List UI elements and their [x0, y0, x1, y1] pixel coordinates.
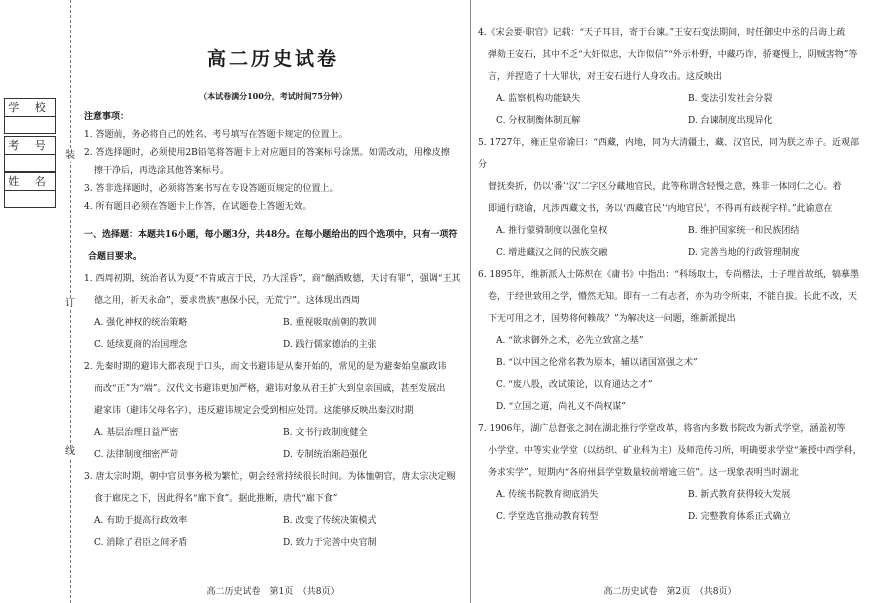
- exam-number-field: [4, 136, 56, 172]
- school-blank[interactable]: [5, 117, 55, 133]
- school-field: [4, 98, 56, 134]
- question-text: 而改“正”为“端”。汉代文书避讳更加严格，避讳对象从君王扩大到皇亲国戚，甚至发展出: [94, 384, 446, 394]
- question-text: 4.《宋会要·职官》记载：“天子耳目，寄于台谏。”王安石变法期间，时任御史中丞的吕诲上疏: [478, 28, 846, 38]
- question-text: 务求实学”，短期内“各府州县学堂数量较前增逾三倍”。这一现象表明当时湖北: [488, 468, 799, 478]
- options: [478, 484, 862, 528]
- option-c: C. 延续夏商的治国理念: [94, 340, 188, 350]
- options: [478, 220, 862, 264]
- option-b: B. 变法引发社会分裂: [688, 94, 773, 104]
- option-a: A. 有助于提高行政效率: [94, 516, 188, 526]
- option-b: B. 重视吸取前朝的教训: [283, 318, 377, 328]
- question-text: 小学堂、中等实业学堂（以纺织、矿业科为主）及师范传习所，明确要求学堂“兼授中西学科，: [488, 446, 862, 456]
- option-d: D. 台谏制度出现异化: [688, 116, 773, 126]
- option-a: A. “欲求御外之术，必先立致富之基”: [496, 336, 644, 346]
- page-1: [84, 0, 462, 603]
- options: [84, 422, 462, 466]
- question-1: [84, 268, 462, 356]
- question-6: [478, 264, 862, 418]
- option-c: C. 消除了君臣之间矛盾: [94, 538, 188, 548]
- question-3: [84, 466, 462, 554]
- name-field: [4, 172, 56, 208]
- options: [84, 312, 462, 356]
- option-b: B. 文书行政制度健全: [283, 428, 368, 438]
- question-text: 督抚奏折，仍以‘番’‘汉’二字区分藏地官民，此等称谓含轻慢之意，殊非一体同仁之心。着: [488, 182, 842, 192]
- option-d: D. 致力于完善中央官制: [283, 538, 377, 548]
- option-c: C. 法律制度细密严苛: [94, 450, 179, 460]
- page-2: [478, 0, 862, 603]
- question-text: 1. 西周初期，统治者认为夏“不肯戚言于民，乃大淫昏”，商“酗酒败德，天讨有罪”，强调“王其: [84, 274, 461, 284]
- option-a: A. 强化神权的统治策略: [94, 318, 188, 328]
- options: [478, 88, 862, 132]
- option-c: C. “废八股，改试策论，以育通达之才”: [496, 380, 653, 390]
- exam-number-blank[interactable]: [5, 155, 55, 171]
- exam-subtitle: （本试卷满分100分，考试时间75分钟）: [199, 91, 347, 101]
- binding-strip: [0, 0, 80, 603]
- question-text: 3. 唐太宗时期，朝中官员事务极为繁忙，朝会经常持续很长时间。为体恤朝官，唐太宗决定赐: [84, 472, 456, 482]
- question-text: 即通行晓谕，凡涉西藏文书，务以‘西藏官民’‘内地官民’，不得再有歧视字样。”此谕意在: [488, 204, 833, 214]
- binding-char-xian: 线: [65, 446, 75, 457]
- option-b: B. 维护国家统一和民族团结: [688, 226, 800, 236]
- binding-char-ding: 订: [65, 298, 75, 309]
- question-text: 2. 先秦时期的避讳大都表现于口头，而文书避讳是从秦开始的，常见的是为避秦始皇嬴政讳: [84, 362, 447, 372]
- question-5: [478, 132, 862, 264]
- option-a: A. 传统书院教育彻底消失: [496, 490, 599, 500]
- question-text: 德之用，祈天永命”，要求贵族“惠保小民，无荒宁”。这体现出西周: [94, 296, 360, 306]
- name-blank[interactable]: [5, 191, 55, 207]
- question-text: 言，并捏造了十大罪状，对王安石进行人身攻击。这反映出: [488, 72, 723, 82]
- page-divider: [470, 0, 471, 603]
- option-a: A. 基层治理日益严密: [94, 428, 179, 438]
- option-b: B. 新式教育获得较大发展: [688, 490, 791, 500]
- question-text: 6. 1895年，维新派人士陈炽在《庸书》中指出：“科场取士，专尚楷法，士子埋首故纸，犒摹墨: [478, 270, 859, 280]
- option-b: B. 改变了传统决策模式: [283, 516, 377, 526]
- option-b: B. “以中国之伦常名教为原本，辅以诸国富强之术”: [496, 358, 698, 368]
- option-c: C. 分权制衡体制瓦解: [496, 116, 581, 126]
- option-c: C. 增进藏汉之间的民族交融: [496, 248, 608, 258]
- name-label: 姓 名: [5, 173, 55, 191]
- question-text: 避家讳（避讳父母名字），违反避讳规定会受到相应处罚。这能够反映出秦汉时期: [94, 406, 414, 416]
- question-text: 5. 1727年，雍正皇帝谕曰：“西藏，内地，同为大清疆土，藏、汉官民，同为朕之赤子。近观部分: [478, 138, 859, 170]
- note-line: 4. 所有题目必须在答题卡上作答，在试题卷上答题无效。: [84, 202, 312, 212]
- exam-number-label: 考 号: [5, 137, 55, 155]
- question-4: [478, 22, 862, 132]
- page-footer-right: 高二历史试卷 第2页 （共8页）: [603, 587, 737, 597]
- option-a: A. 推行蒙骑制度以强化皇权: [496, 226, 608, 236]
- options: [84, 510, 462, 554]
- section-heading-cont: 合题目要求。: [88, 252, 143, 262]
- question-text: 食于廊庑之下，因此得名“廊下食”。据此推断，唐代“廊下食”: [94, 494, 338, 504]
- option-a: A. 监察机构功能缺失: [496, 94, 581, 104]
- note-line: 2. 答选择题时，必须使用2B铅笔将答题卡上对应题目的答案标号涂黑。如需改动，用橡皮擦: [84, 148, 450, 158]
- option-d: D. 践行儒家德治的主张: [283, 340, 377, 350]
- notes-heading: 注意事项：: [84, 112, 130, 122]
- option-d: D. 完整教育体系正式确立: [688, 512, 791, 522]
- question-text: 弹劾王安石，其中不乏“大奸似忠，大诈似信”“外示朴野，中藏巧诈，骄蹇慢上，阴贼害物”等: [488, 50, 858, 60]
- option-d: D. “立国之道，尚礼义不尚权谋”: [496, 402, 626, 412]
- note-line: 1. 答题前，务必将自己的姓名、考号填写在答题卡规定的位置上。: [84, 130, 348, 140]
- school-label: 学 校: [5, 99, 55, 117]
- question-7: [478, 418, 862, 528]
- option-d: D. 专制统治渐趋强化: [283, 450, 368, 460]
- option-c: C. 学堂选官推动教育转型: [496, 512, 599, 522]
- question-text: 7. 1906年，湖广总督张之洞在湖北推行学堂改革，将省内多数书院改为新式学堂，涵盖初等: [478, 424, 846, 434]
- note-line: 3. 答非选择题时，必须将答案书写在专设答题页规定的位置上。: [84, 184, 339, 194]
- exam-title: 高二历史试卷: [206, 48, 339, 70]
- binding-char-zhuang: 装: [65, 150, 75, 161]
- option-d: D. 完善当地的行政管理制度: [688, 248, 800, 258]
- section-heading: 一、选择题：本题共16小题，每小题3分，共48分。在每小题给出的四个选项中，只有一项符: [84, 230, 458, 240]
- note-line: 擦干净后，再选涂其他答案标号。: [94, 166, 230, 176]
- page-footer-left: 高二历史试卷 第1页 （共8页）: [206, 587, 340, 597]
- question-text: 卷，于经世致用之学，懵然无知。即有一二有志者，亦为功令所束，不能自拔。长此不改，天: [488, 292, 858, 302]
- question-text: 下无可用之才，国势将何赖哉？”为解决这一问题，维新派提出: [488, 314, 736, 324]
- question-2: [84, 356, 462, 466]
